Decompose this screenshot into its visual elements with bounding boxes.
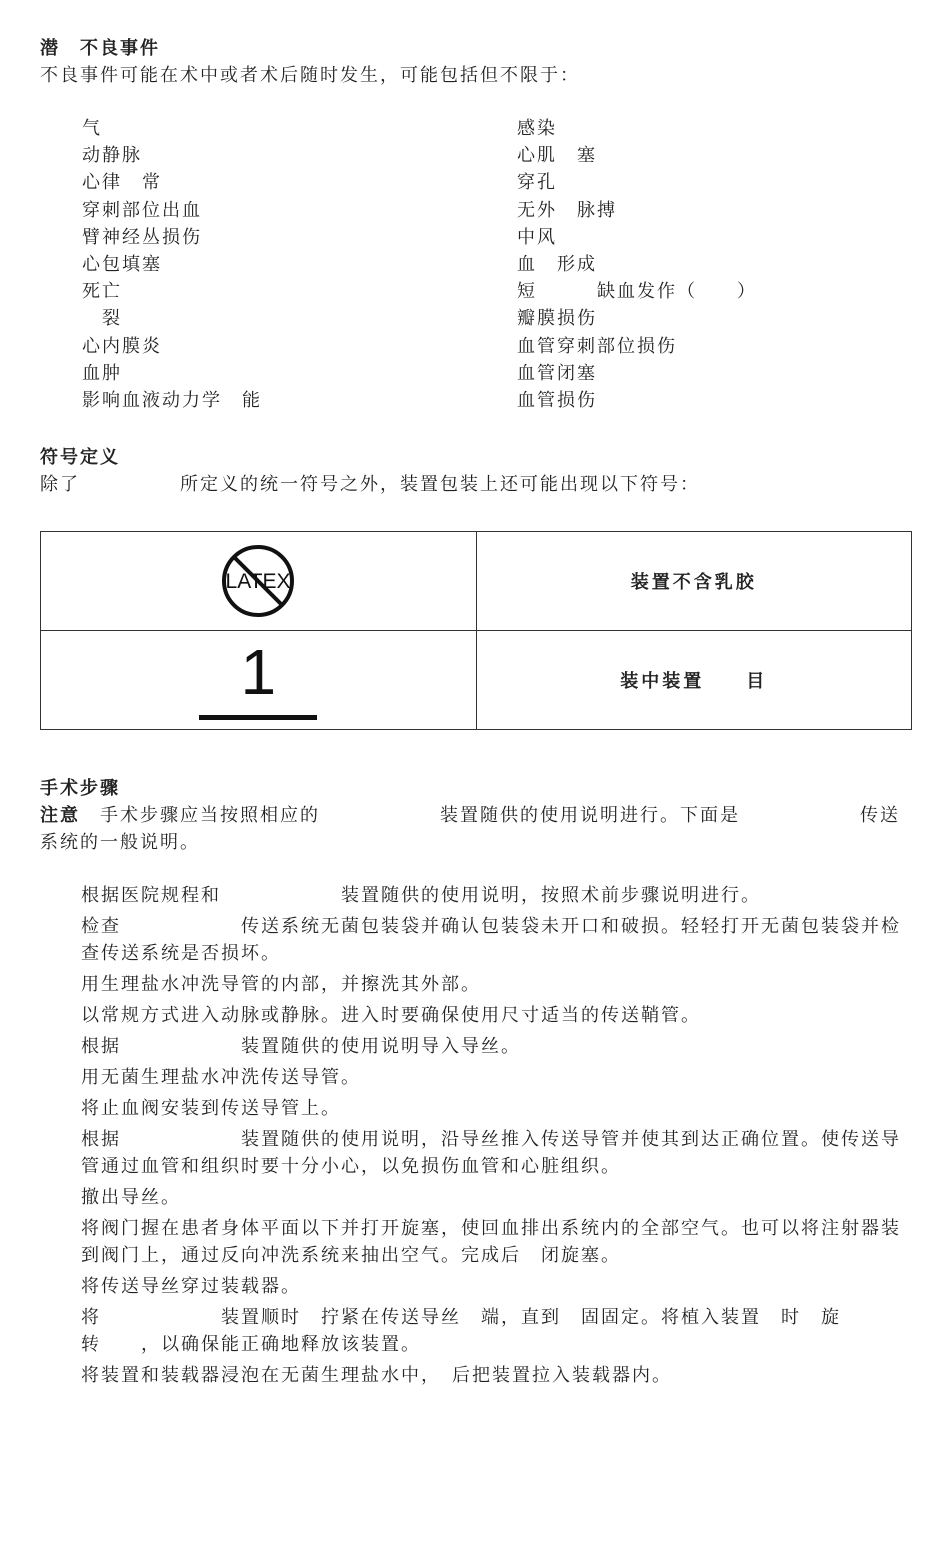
procedure-step: 检查 传送系统无菌包装袋并确认包装袋未开口和破损。轻轻打开无菌包装袋并检查传送系统是否损坏。: [81, 916, 901, 965]
adverse-event-item: 血管损伤: [517, 390, 597, 412]
procedure-step: 将传送导丝穿过装载器。: [81, 1276, 301, 1298]
adverse-events-title: 潜 不良事件: [40, 38, 160, 59]
quantity-icon: [199, 636, 317, 720]
procedure-step: 将阀门握在患者身体平面以下并打开旋塞，使回血排出系统内的全部空气。也可以将注射器装到阀门上，通过反向冲洗系统来抽出空气。完成后 闭旋塞。: [81, 1218, 901, 1267]
adverse-events-left-column: [40, 115, 475, 414]
adverse-event-item: 中风: [517, 226, 557, 248]
adverse-event-item: 心内膜炎: [82, 335, 162, 357]
symbols-table: [40, 531, 912, 730]
adverse-event-item: 血管穿刺部位损伤: [517, 335, 677, 357]
procedure-step: 以常规方式进入动脉或静脉。进入时要确保使用尺寸适当的传送鞘管。: [81, 1005, 701, 1027]
adverse-event-item: 死亡: [82, 281, 122, 303]
adverse-event-item: 血 形成: [517, 254, 597, 276]
symbols-title: 符号定义: [40, 447, 120, 469]
procedure-step: 用生理盐水冲洗导管的内部，并擦洗其外部。: [81, 974, 481, 996]
adverse-event-item: 动静脉: [82, 145, 142, 167]
adverse-event-item: 裂: [82, 308, 122, 330]
adverse-event-item: 无外 脉搏: [517, 199, 617, 221]
symbol-cell: [41, 631, 477, 730]
adverse-event-item: 影响血液动力学 能: [82, 390, 262, 412]
adverse-event-item: 感染: [517, 118, 557, 139]
adverse-event-item: 心肌 塞: [517, 145, 597, 167]
procedure-steps: [40, 882, 910, 1389]
adverse-event-item: 瓣膜损伤: [517, 308, 597, 330]
procedure-step: 根据医院规程和 装置随供的使用说明，按照术前步骤说明进行。: [81, 885, 761, 907]
adverse-event-item: 穿刺部位出血: [82, 199, 202, 221]
procedure-step: 根据 装置随供的使用说明，沿导丝推入传送导管并使其到达正确位置。使传送导管通过血管和组织时要十分小心，以免损伤血管和心脏组织。: [81, 1129, 901, 1178]
adverse-events-right-column: [475, 115, 910, 414]
adverse-events-list: [40, 115, 910, 414]
procedure-note: [40, 802, 910, 856]
adverse-event-item: 心包填塞: [82, 254, 162, 276]
adverse-event-item: 血肿: [82, 362, 122, 384]
symbol-label-quantity: 装中装置 目: [476, 631, 912, 730]
symbol-cell: [41, 532, 477, 631]
procedure-step: 将止血阀安装到传送导管上。: [81, 1098, 341, 1120]
adverse-event-item: 短 缺血发作（ ）: [517, 281, 757, 303]
quantity-underline: [199, 715, 317, 720]
adverse-events-intro: 不良事件可能在术中或者术后随时发生，可能包括但不限于：: [40, 65, 580, 86]
procedure-step: 将装置和装载器浸泡在无菌生理盐水中， 后把装置拉入装载器内。: [81, 1365, 672, 1387]
adverse-event-item: 臂神经丛损伤: [82, 226, 202, 248]
latex-text: LATEX: [225, 570, 291, 594]
quantity-number: 1: [240, 636, 277, 709]
symbol-row: [41, 631, 912, 730]
adverse-event-item: 心律 常: [82, 172, 162, 194]
page: [40, 36, 910, 1393]
procedure-step: 根据 装置随供的使用说明导入导丝。: [81, 1036, 521, 1058]
adverse-event-item: 血管闭塞: [517, 362, 597, 384]
symbol-label-latex-free: 装置不含乳胶: [476, 532, 912, 631]
symbol-row: [41, 532, 912, 631]
note-text: 手术步骤应当按照相应的 装置随供的使用说明进行。下面是 传送系统的一般说明。: [40, 805, 900, 854]
procedure-step: 用无菌生理盐水冲洗传送导管。: [81, 1067, 361, 1089]
procedure-step: 撤出导丝。: [81, 1187, 181, 1209]
adverse-event-item: 气: [82, 118, 102, 139]
no-latex-icon: [220, 543, 296, 619]
symbols-intro: 除了 所定义的统一符号之外，装置包装上还可能出现以下符号：: [40, 474, 700, 496]
procedure-step: 将 装置顺时 拧紧在传送导丝 端，直到 固固定。将植入装置 时 旋转 ，以确保能正确地释放该装置。: [81, 1307, 841, 1356]
procedure-title: 手术步骤: [40, 778, 120, 800]
adverse-event-item: 穿孔: [517, 172, 557, 194]
note-label: 注意: [40, 805, 80, 827]
